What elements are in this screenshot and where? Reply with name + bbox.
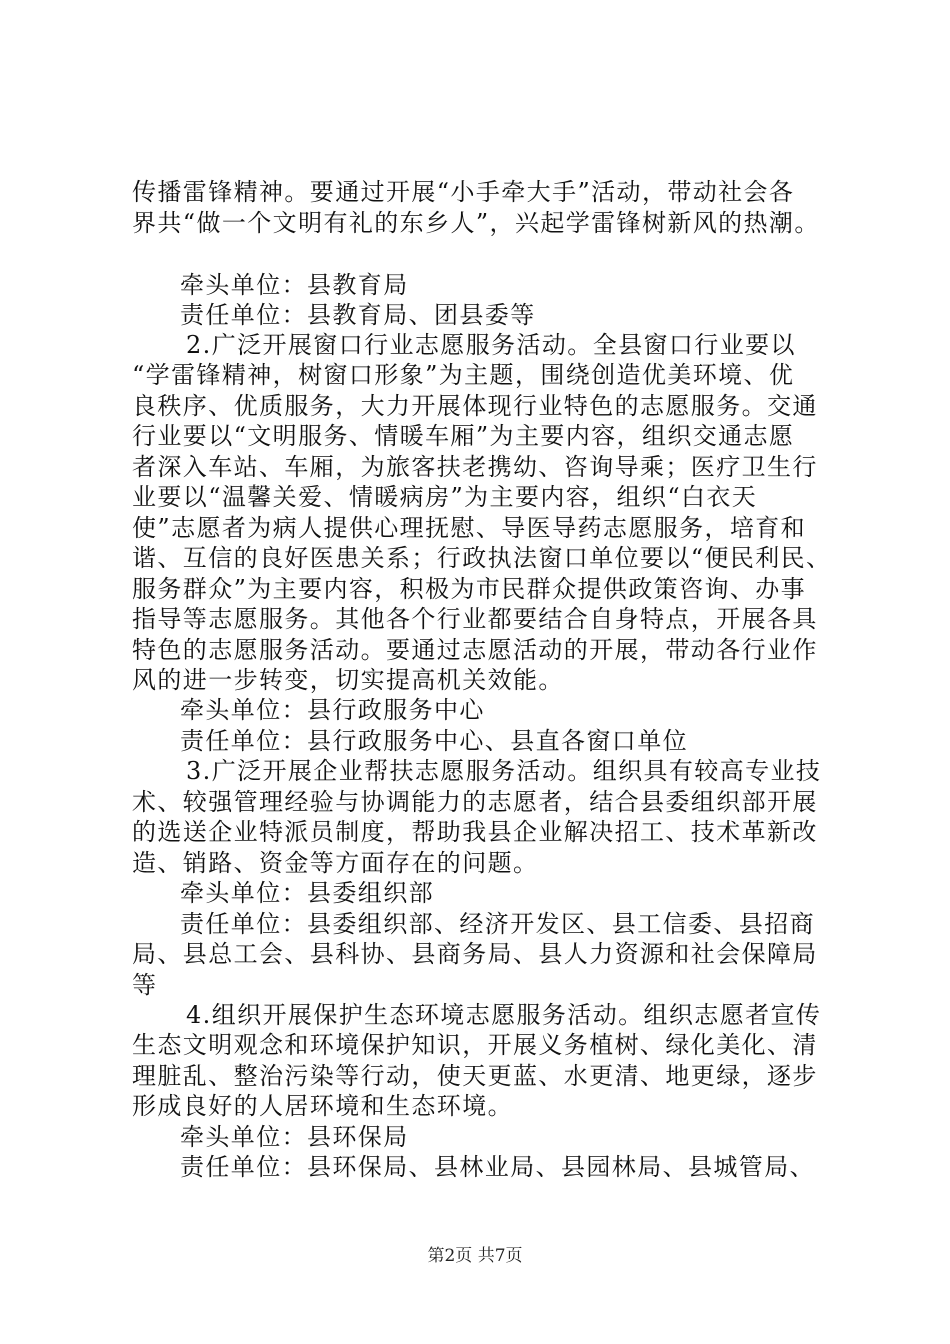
responsible-unit-2: 责任单位：县行政服务中心、县直各窗口单位	[180, 727, 688, 755]
item-2-line-5: 者深入车站、车厢，为旅客扶老携幼、咨询导乘；医疗卫生行	[132, 453, 818, 481]
item-3-line-1: 3.广泛开展企业帮扶志愿服务活动。组织具有较高专业技	[186, 757, 822, 785]
item-4-line-4: 形成良好的人居环境和生态环境。	[132, 1092, 513, 1120]
item-4-line-1: 4.组织开展保护生态环境志愿服务活动。组织志愿者宣传	[186, 1001, 822, 1029]
item-2-line-10: 指导等志愿服务。其他各个行业都要结合自身特点，开展各具	[132, 605, 818, 633]
lead-unit-3: 牵头单位：县委组织部	[180, 879, 434, 907]
responsible-unit-3-line-3: 等	[132, 971, 158, 999]
item-3-line-3: 的选送企业特派员制度，帮助我县企业解决招工、技术革新改	[132, 818, 818, 846]
item-2-line-4: 行业要以“文明服务、情暖车厢”为主要内容，组织交通志愿	[132, 422, 795, 450]
item-2-line-7: 使”志愿者为病人提供心理抚慰、导医导药志愿服务，培育和	[132, 514, 807, 542]
item-2-line-8: 谐、互信的良好医患关系；行政执法窗口单位要以“便民利民、	[132, 544, 832, 572]
item-4-line-3: 理脏乱、整治污染等行动，使天更蓝、水更清、地更绿，逐步	[132, 1062, 818, 1090]
responsible-unit-1: 责任单位：县教育局、团县委等	[180, 301, 536, 329]
item-4-line-2: 生态文明观念和环境保护知识，开展义务植树、绿化美化、清	[132, 1031, 818, 1059]
page-number-footer: 第2页 共7页	[427, 1246, 523, 1266]
item-2-line-12: 风的进一步转变，切实提高机关效能。	[132, 666, 564, 694]
paragraph-1-line-1: 传播雷锋精神。要通过开展“小手牵大手”活动，带动社会各	[132, 178, 795, 206]
responsible-unit-4: 责任单位：县环保局、县林业局、县园林局、县城管局、	[180, 1153, 815, 1181]
item-2-line-11: 特色的志愿服务活动。要通过志愿活动的开展，带动各行业作	[132, 636, 818, 664]
item-2-line-2: “学雷锋精神，树窗口形象”为主题，围绕创造优美环境、优	[132, 361, 795, 389]
item-3-line-4: 造、销路、资金等方面存在的问题。	[132, 849, 539, 877]
lead-unit-4: 牵头单位：县环保局	[180, 1123, 409, 1151]
item-2-line-3: 良秩序、优质服务，大力开展体现行业特色的志愿服务。交通	[132, 392, 818, 420]
lead-unit-1: 牵头单位：县教育局	[180, 271, 409, 299]
item-3-line-2: 术、较强管理经验与协调能力的志愿者，结合县委组织部开展	[132, 788, 818, 816]
lead-unit-2: 牵头单位：县行政服务中心	[180, 696, 485, 724]
item-2-line-9: 服务群众”为主要内容，积极为市民群众提供政策咨询、办事	[132, 575, 807, 603]
paragraph-1-line-2: 界共“做一个文明有礼的东乡人”，兴起学雷锋树新风的热潮。	[132, 209, 820, 237]
responsible-unit-3-line-1: 责任单位：县委组织部、经济开发区、县工信委、县招商	[180, 910, 815, 938]
item-2-line-6: 业要以“温馨关爱、情暖病房”为主要内容，组织“白衣天	[132, 483, 758, 511]
item-2-line-1: 2.广泛开展窗口行业志愿服务活动。全县窗口行业要以	[186, 331, 796, 359]
responsible-unit-3-line-2: 局、县总工会、县科协、县商务局、县人力资源和社会保障局	[132, 940, 818, 968]
